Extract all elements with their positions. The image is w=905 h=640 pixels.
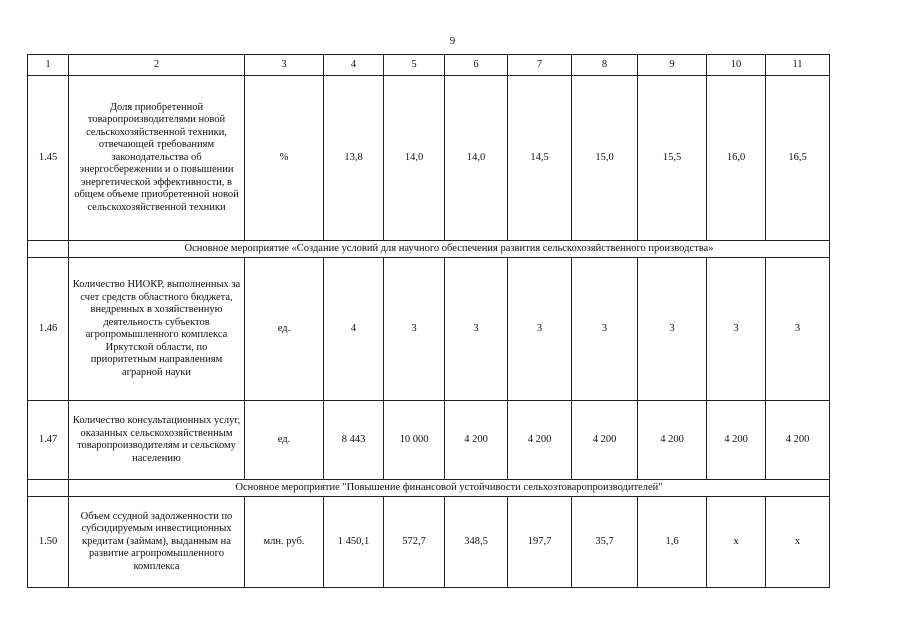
value-cell: x (766, 497, 830, 588)
unit-cell: ед. (245, 401, 324, 480)
value-cell: 1 450,1 (324, 497, 384, 588)
unit-cell: ед. (245, 258, 324, 401)
unit-cell: млн. руб. (245, 497, 324, 588)
header-row (28, 55, 830, 76)
value-cell: 4 (324, 258, 384, 401)
value-cell: 14,0 (445, 76, 508, 241)
value-cell: 14,0 (384, 76, 445, 241)
value-cell: 4 200 (445, 401, 508, 480)
row-number: 1.45 (28, 76, 69, 241)
value-cell: 10 000 (384, 401, 445, 480)
indicator-description: Объем ссудной задолженности по субсидируемым инвестиционных кредитам (займам), выданным на развитие агропромышленного комплекса (69, 497, 245, 588)
value-cell: 15,0 (572, 76, 638, 241)
value-cell: 197,7 (508, 497, 572, 588)
table-row (28, 76, 830, 241)
indicator-description: Количество НИОКР, выполненных за счет средств областного бюджета, внедренных в хозяйственную деятельность субъектов агропромышленного комплекса Иркутской области, по приоритетным направлениям аграрной науки (69, 258, 245, 401)
value-cell: 8 443 (324, 401, 384, 480)
value-cell: 4 200 (638, 401, 707, 480)
column-header: 2 (69, 55, 245, 76)
unit-cell: % (245, 76, 324, 241)
value-cell: 4 200 (572, 401, 638, 480)
column-header: 1 (28, 55, 69, 76)
value-cell: 14,5 (508, 76, 572, 241)
indicator-description: Доля приобретенной товаропроизводителями новой сельскохозяйственной техники, отвечающей требованиям законодательства об энергосбережении и о повышении энергетической эффективности, в общем объеме приобретенной новой сельскохозяйственной техники (69, 76, 245, 241)
value-cell: 13,8 (324, 76, 384, 241)
column-header: 5 (384, 55, 445, 76)
column-header: 10 (707, 55, 766, 76)
table-row (28, 497, 830, 588)
column-header: 7 (508, 55, 572, 76)
section-spacer (28, 241, 69, 258)
row-number: 1.46 (28, 258, 69, 401)
value-cell: 3 (445, 258, 508, 401)
value-cell: 3 (572, 258, 638, 401)
column-header: 6 (445, 55, 508, 76)
value-cell: 16,0 (707, 76, 766, 241)
indicator-description: Количество консультационных услуг, оказанных сельскохозяйственным товаропроизводителям и сельскому населению (69, 401, 245, 480)
row-number: 1.50 (28, 497, 69, 588)
section-row (28, 480, 830, 497)
value-cell: 4 200 (508, 401, 572, 480)
value-cell: x (707, 497, 766, 588)
table-row (28, 258, 830, 401)
value-cell: 15,5 (638, 76, 707, 241)
value-cell: 3 (384, 258, 445, 401)
value-cell: 35,7 (572, 497, 638, 588)
value-cell: 1,6 (638, 497, 707, 588)
page-number: 9 (449, 35, 456, 47)
value-cell: 4 200 (707, 401, 766, 480)
column-header: 4 (324, 55, 384, 76)
section-spacer (28, 480, 69, 497)
column-header: 11 (766, 55, 830, 76)
value-cell: 348,5 (445, 497, 508, 588)
value-cell: 572,7 (384, 497, 445, 588)
column-header: 3 (245, 55, 324, 76)
column-header: 8 (572, 55, 638, 76)
value-cell: 3 (508, 258, 572, 401)
value-cell: 3 (638, 258, 707, 401)
indicator-table (27, 54, 830, 588)
row-number: 1.47 (28, 401, 69, 480)
section-title: Основное мероприятие «Создание условий для научного обеспечения развития сельскохозяйственного производства» (69, 241, 830, 258)
column-header: 9 (638, 55, 707, 76)
section-row (28, 241, 830, 258)
section-title: Основное мероприятие "Повышение финансовой устойчивости сельхозтоваропроизводителей" (69, 480, 830, 497)
table-row (28, 401, 830, 480)
value-cell: 3 (707, 258, 766, 401)
value-cell: 16,5 (766, 76, 830, 241)
value-cell: 4 200 (766, 401, 830, 480)
value-cell: 3 (766, 258, 830, 401)
